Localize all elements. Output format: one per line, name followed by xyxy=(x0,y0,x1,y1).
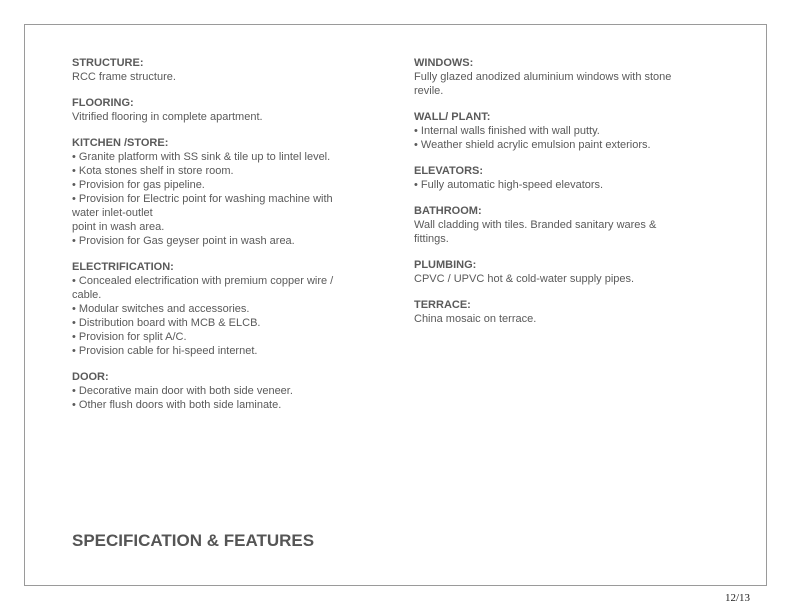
section-heading: DOOR: xyxy=(72,371,109,383)
section-bathroom xyxy=(414,204,714,246)
section-line: China mosaic on terrace. xyxy=(414,313,537,325)
page-number: 12/13 xyxy=(724,592,750,604)
section-line: • Provision for Electric point for washing machine with xyxy=(72,193,333,205)
section-heading: ELECTRIFICATION: xyxy=(72,261,174,273)
section-line: cable. xyxy=(72,289,102,301)
section-line: • Provision for gas pipeline. xyxy=(72,179,205,191)
section-line: • Provision for split A/C. xyxy=(72,331,187,343)
section-line: CPVC / UPVC hot & cold-water supply pipes. xyxy=(414,273,635,285)
section-heading: ELEVATORS: xyxy=(414,165,484,177)
section-electrification xyxy=(72,260,372,358)
section-kitchen-store xyxy=(72,136,372,248)
section-elevators xyxy=(414,164,714,192)
section-line: • Other flush doors with both side laminate. xyxy=(72,399,282,411)
section-heading: BATHROOM: xyxy=(414,205,482,217)
section-line: RCC frame structure. xyxy=(72,71,176,83)
section-line: • Granite platform with SS sink & tile up to lintel level. xyxy=(72,151,331,163)
section-line: fittings. xyxy=(414,233,449,245)
section-heading: WALL/ PLANT: xyxy=(414,111,491,123)
section-line: • Internal walls finished with wall putty. xyxy=(414,125,600,137)
section-heading: WINDOWS: xyxy=(414,57,474,69)
section-plumbing xyxy=(414,258,714,286)
section-line: • Modular switches and accessories. xyxy=(72,303,250,315)
section-line: • Kota stones shelf in store room. xyxy=(72,165,234,177)
section-line: point in wash area. xyxy=(72,221,165,233)
section-line: • Decorative main door with both side veneer. xyxy=(72,385,293,397)
section-line: • Provision cable for hi-speed internet. xyxy=(72,345,258,357)
section-line: Vitrified flooring in complete apartment. xyxy=(72,111,263,123)
section-line: • Fully automatic high-speed elevators. xyxy=(414,179,604,191)
section-line: revile. xyxy=(414,85,444,97)
section-line: water inlet-outlet xyxy=(72,207,153,219)
section-terrace xyxy=(414,298,714,326)
section-line: Wall cladding with tiles. Branded sanitary wares & xyxy=(414,219,657,231)
right-column xyxy=(414,56,714,338)
section-heading: TERRACE: xyxy=(414,299,471,311)
left-column xyxy=(72,56,372,424)
section-line: • Distribution board with MCB & ELCB. xyxy=(72,317,261,329)
section-heading: KITCHEN /STORE: xyxy=(72,137,169,149)
section-line: Fully glazed anodized aluminium windows with stone xyxy=(414,71,672,83)
section-door xyxy=(72,370,372,412)
section-structure xyxy=(72,56,372,84)
section-heading: FLOORING: xyxy=(72,97,134,109)
section-windows xyxy=(414,56,714,98)
section-line: • Concealed electrification with premium copper wire / xyxy=(72,275,334,287)
section-flooring xyxy=(72,96,372,124)
section-heading: STRUCTURE: xyxy=(72,57,144,69)
section-line: • Provision for Gas geyser point in wash area. xyxy=(72,235,295,247)
section-line: • Weather shield acrylic emulsion paint exteriors. xyxy=(414,139,651,151)
page-title: SPECIFICATION & FEATURES xyxy=(72,531,315,550)
section-wall-plant xyxy=(414,110,714,152)
section-heading: PLUMBING: xyxy=(414,259,477,271)
